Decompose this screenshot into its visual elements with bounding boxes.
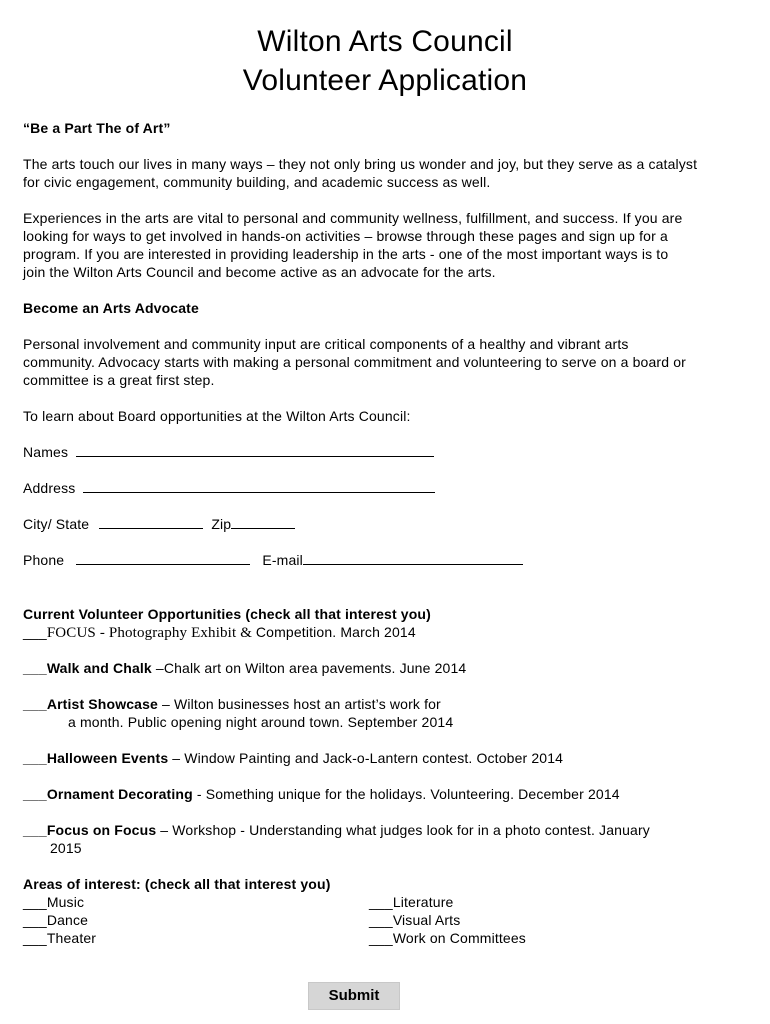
- opportunity-focus: [23, 623, 416, 642]
- experience-paragraph-line: join the Wilton Arts Council and become active as an advocate for the arts.: [23, 264, 496, 280]
- opportunities-heading: Current Volunteer Opportunities (check all that interest you): [23, 606, 431, 622]
- phone-field[interactable]: [76, 551, 250, 565]
- address-field[interactable]: [83, 479, 435, 493]
- opportunity-checkbox[interactable]: ___: [23, 660, 47, 676]
- email-field[interactable]: [303, 551, 523, 565]
- area-label: Work on Committees: [392, 930, 526, 946]
- opportunity-artist-showcase: [23, 695, 441, 713]
- area-label: Music: [46, 894, 85, 910]
- board-opportunities-line: To learn about Board opportunities at the Wilton Arts Council:: [23, 408, 411, 424]
- opportunity-checkbox[interactable]: ___: [23, 750, 47, 766]
- intro-paragraph-line: The arts touch our lives in many ways – they not only bring us wonder and joy, but they serve as a catalyst: [23, 156, 698, 172]
- tagline: “Be a Part The of Art”: [23, 120, 171, 136]
- names-row: [23, 443, 434, 461]
- opportunity-walk-and-chalk: [23, 659, 466, 677]
- halloween-description: – Window Painting and Jack-o-Lantern contest. October 2014: [168, 750, 564, 766]
- area-checkbox[interactable]: ___: [23, 930, 47, 946]
- artist-description-line2: a month. Public opening night around town. September 2014: [68, 714, 454, 730]
- area-label: Theater: [46, 930, 97, 946]
- opportunity-ornament: [23, 785, 620, 803]
- city-zip-row: [23, 515, 295, 533]
- page-title-line2: Volunteer Application: [242, 64, 528, 97]
- area-checkbox[interactable]: ___: [369, 930, 393, 946]
- experience-paragraph-line: Experiences in the arts are vital to personal and community wellness, fulfillment, and success. If you are: [23, 210, 683, 226]
- area-label: Literature: [392, 894, 454, 910]
- city-state-label: City/ State: [23, 516, 90, 532]
- areas-heading: Areas of interest: (check all that interest you): [23, 876, 331, 892]
- area-visual-arts: [369, 911, 460, 929]
- submit-button[interactable]: Submit: [308, 982, 400, 1010]
- area-literature: [369, 893, 453, 911]
- halloween-title: Halloween Events: [46, 750, 169, 766]
- phone-label: Phone: [23, 552, 65, 568]
- experience-paragraph-line: program. If you are interested in providing leadership in the arts - one of the most important ways is to: [23, 246, 669, 262]
- area-music: [23, 893, 84, 911]
- opportunity-halloween: [23, 749, 563, 767]
- experience-paragraph-line: looking for ways to get involved in hands-on activities – browse through these pages and sign up for a: [23, 228, 668, 244]
- advocate-paragraph-line: community. Advocacy starts with making a personal commitment and volunteering to serve on a board or: [23, 354, 686, 370]
- focus2-description: – Workshop - Understanding what judges look for in a photo contest. January: [156, 822, 650, 838]
- phone-email-row: [23, 551, 523, 569]
- artist-description: – Wilton businesses host an artist’s work for: [158, 696, 441, 712]
- opportunity-focus-on-focus: [23, 821, 650, 839]
- intro-paragraph-line: for civic engagement, community building, and academic success as well.: [23, 174, 491, 190]
- opportunity-checkbox[interactable]: ___: [23, 822, 47, 838]
- walk-description: –Chalk art on Wilton area pavements. June 2014: [151, 660, 467, 676]
- city-state-field[interactable]: [99, 515, 203, 529]
- artist-title: Artist Showcase: [46, 696, 158, 712]
- area-checkbox[interactable]: ___: [23, 894, 47, 910]
- area-theater: [23, 929, 96, 947]
- page-title-line1: Wilton Arts Council: [257, 25, 513, 58]
- area-label: Dance: [46, 912, 89, 928]
- ornament-title: Ornament Decorating: [46, 786, 193, 802]
- zip-label: Zip: [211, 516, 232, 532]
- area-label: Visual Arts: [392, 912, 461, 928]
- focus2-title: Focus on Focus: [46, 822, 157, 838]
- area-checkbox[interactable]: ___: [23, 912, 47, 928]
- address-label: Address: [23, 480, 76, 496]
- opportunity-checkbox[interactable]: ___: [23, 624, 47, 640]
- advocate-paragraph-line: Personal involvement and community input are critical components of a healthy and vibrant arts: [23, 336, 629, 352]
- advocate-heading: Become an Arts Advocate: [23, 300, 199, 316]
- email-label: E-mail: [262, 552, 303, 568]
- area-dance: [23, 911, 88, 929]
- focus-title: FOCUS -: [46, 625, 109, 641]
- area-checkbox[interactable]: ___: [369, 912, 393, 928]
- opportunity-checkbox[interactable]: ___: [23, 696, 47, 712]
- opportunity-checkbox[interactable]: ___: [23, 786, 47, 802]
- zip-field[interactable]: [231, 515, 295, 529]
- address-row: [23, 479, 435, 497]
- walk-title: Walk and Chalk: [46, 660, 152, 676]
- area-checkbox[interactable]: ___: [369, 894, 393, 910]
- ornament-description: - Something unique for the holidays. Volunteering. December 2014: [192, 786, 620, 802]
- advocate-paragraph-line: committee is a great first step.: [23, 372, 215, 388]
- names-field[interactable]: [76, 443, 434, 457]
- focus-description: Competition. March 2014: [255, 624, 416, 640]
- focus2-description-line2: 2015: [50, 840, 82, 856]
- area-committees: [369, 929, 526, 947]
- names-label: Names: [23, 444, 69, 460]
- focus-subtitle: Photography Exhibit &: [108, 625, 256, 641]
